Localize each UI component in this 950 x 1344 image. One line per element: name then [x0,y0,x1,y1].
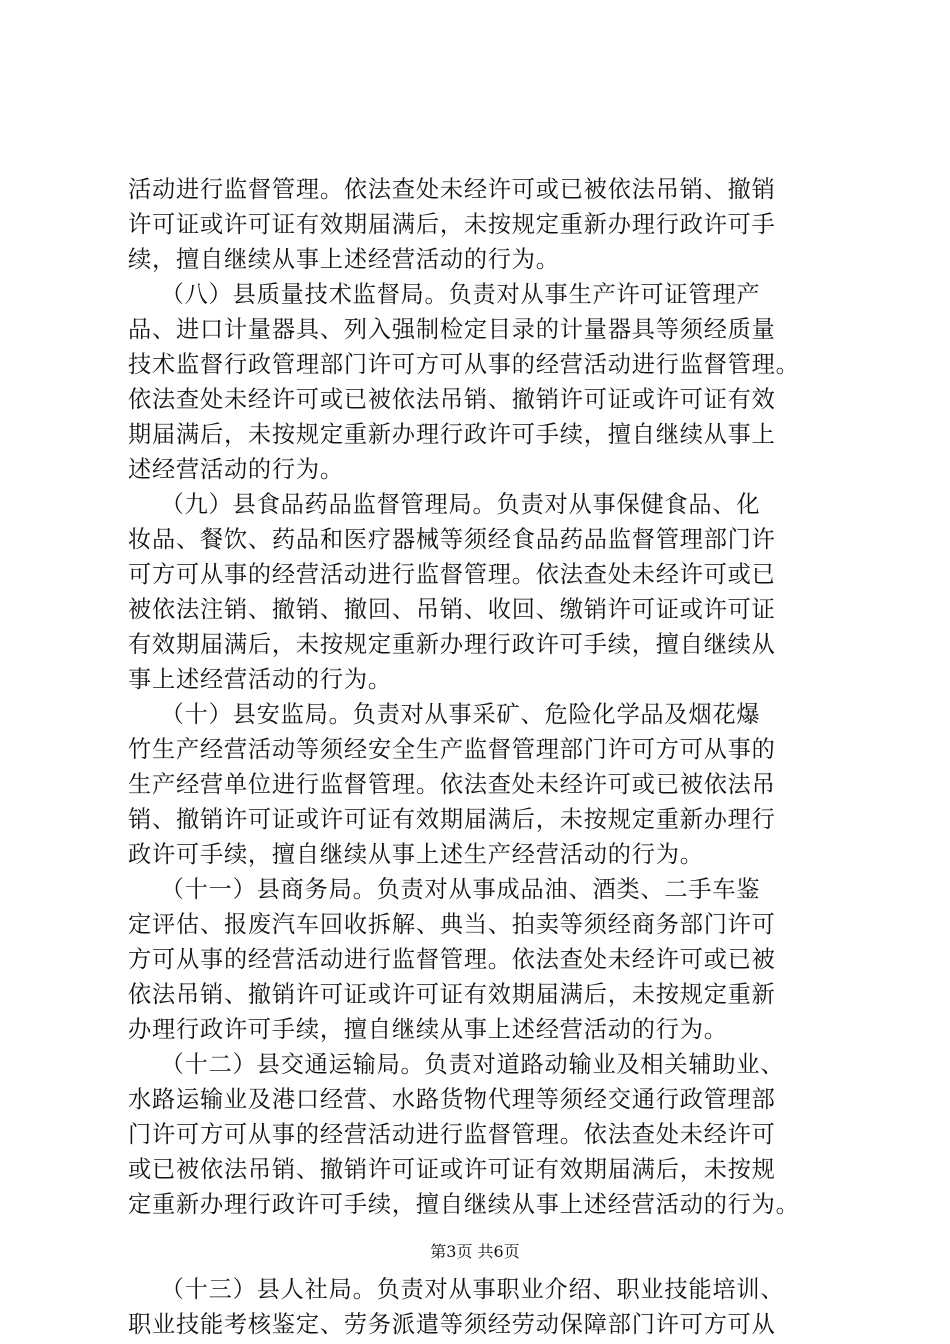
text-line: （十一）县商务局。负责对从事成品油、酒类、二手车鉴 [128,876,761,903]
text-line: 依法吊销、撤销许可证或许可证有效期届满后，未按规定重新 [128,981,776,1008]
text-line: 方可从事的经营活动进行监督管理。依法查处未经许可或已被 [128,946,776,973]
text-line: 可方可从事的经营活动进行监督管理。依法查处未经许可或已 [128,561,776,588]
text-line: （十二）县交通运输局。负责对道路动输业及相关辅助业、 [128,1051,785,1078]
text-line: 技术监督行政管理部门许可方可从事的经营活动进行监督管理。 [128,351,800,378]
text-line: 定重新办理行政许可手续，擅自继续从事上述经营活动的行为。 [128,1191,800,1218]
text-line: 期届满后，未按规定重新办理行政许可手续，擅自继续从事上 [128,421,776,448]
text-line: 政许可手续，擅自继续从事上述生产经营活动的行为。 [128,841,704,868]
text-line: 门许可方可从事的经营活动进行监督管理。依法查处未经许可 [128,1121,776,1148]
text-line: 竹生产经营活动等须经安全生产监督管理部门许可方可从事的 [128,736,776,763]
text-line: （八）县质量技术监督局。负责对从事生产许可证管理产 [128,281,761,308]
text-line: 有效期届满后，未按规定重新办理行政许可手续，擅自继续从 [128,631,776,658]
text-line: 职业技能考核鉴定、劳务派遣等须经劳动保障部门许可方可从 [128,1311,776,1338]
text-line: （十）县安监局。负责对从事采矿、危险化学品及烟花爆 [128,701,761,728]
text-line: 述经营活动的行为。 [128,456,344,483]
text-line: 依法查处未经许可或已被依法吊销、撤销许可证或许可证有效 [128,386,776,413]
document-body [128,172,836,1342]
text-line: 办理行政许可手续，擅自继续从事上述经营活动的行为。 [128,1016,728,1043]
text-line: 续，擅自继续从事上述经营活动的行为。 [128,246,560,273]
text-line: 销、撤销许可证或许可证有效期届满后，未按规定重新办理行 [128,806,776,833]
text-line: 品、进口计量器具、列入强制检定目录的计量器具等须经质量 [128,316,776,343]
text-line: 许可证或许可证有效期届满后，未按规定重新办理行政许可手 [128,211,776,238]
page-number-footer: 第3页 共6页 [430,1242,520,1261]
text-line: （九）县食品药品监督管理局。负责对从事保健食品、化 [128,491,761,518]
text-line: 或已被依法吊销、撤销许可证或许可证有效期届满后，未按规 [128,1156,776,1183]
text-line: 妆品、餐饮、药品和医疗器械等须经食品药品监督管理部门许 [128,526,776,553]
text-line: 定评估、报废汽车回收拆解、典当、拍卖等须经商务部门许可 [128,911,776,938]
text-line: 水路运输业及港口经营、水路货物代理等须经交通行政管理部 [128,1086,776,1113]
text-line: 活动进行监督管理。依法查处未经许可或已被依法吊销、撤销 [128,176,776,203]
text-line: 被依法注销、撤销、撤回、吊销、收回、缴销许可证或许可证 [128,596,776,623]
text-line: 事上述经营活动的行为。 [128,666,392,693]
text-line: （十三）县人社局。负责对从事职业介绍、职业技能培训、 [128,1276,785,1303]
text-line: 生产经营单位进行监督管理。依法查处未经许可或已被依法吊 [128,771,776,798]
